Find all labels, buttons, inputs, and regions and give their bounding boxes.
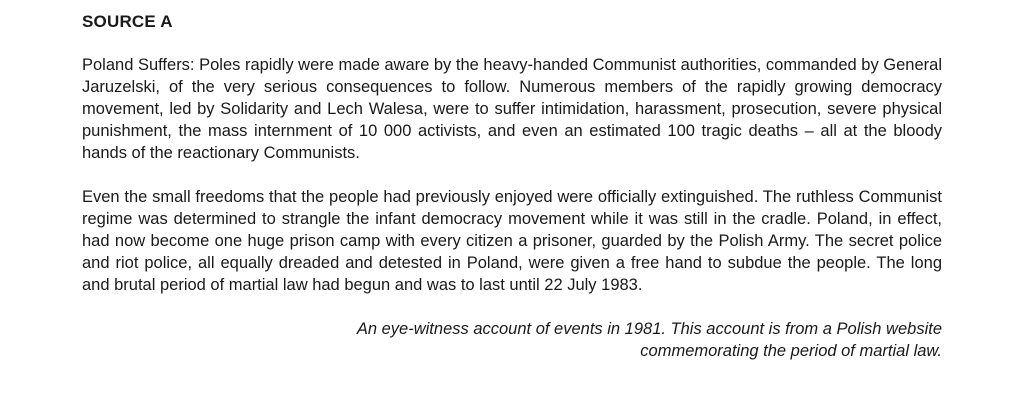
paragraph-1: Poland Suffers: Poles rapidly were made aware by the heavy-handed Communist authorities, commanded by General Jaruzelski, of the very serious consequences to follow. Numerous members of the rapidly growing democracy movement, led by Solidarity and Lech Walesa, were to suffer intimidation, harassment, prosecution, severe physical punishment, the mass internment of 10 000 activists, and even an estimated 100 tragic deaths – all at the bloody hands of the reactionary Communists. (82, 56, 942, 162)
source-attribution (82, 318, 942, 362)
attribution-line-1: An eye-witness account of events in 1981. This account is from a Polish website (356, 320, 942, 338)
source-heading: SOURCE A (82, 12, 173, 31)
paragraph-2: Even the small freedoms that the people had previously enjoyed were officially extinguished. The ruthless Communist regime was determined to strangle the infant democracy movement while it was still in the cradle. Poland, in effect, had now become one huge prison camp with every citizen a prisoner, guarded by the Polish Army. The secret police and riot police, all equally dreaded and detested in Poland, were given a free hand to subdue the people. The long and brutal period of martial law had begun and was to last until 22 July 1983. (82, 188, 942, 294)
document-page (82, 10, 942, 362)
attribution-line-2: commemorating the period of martial law. (640, 342, 942, 360)
